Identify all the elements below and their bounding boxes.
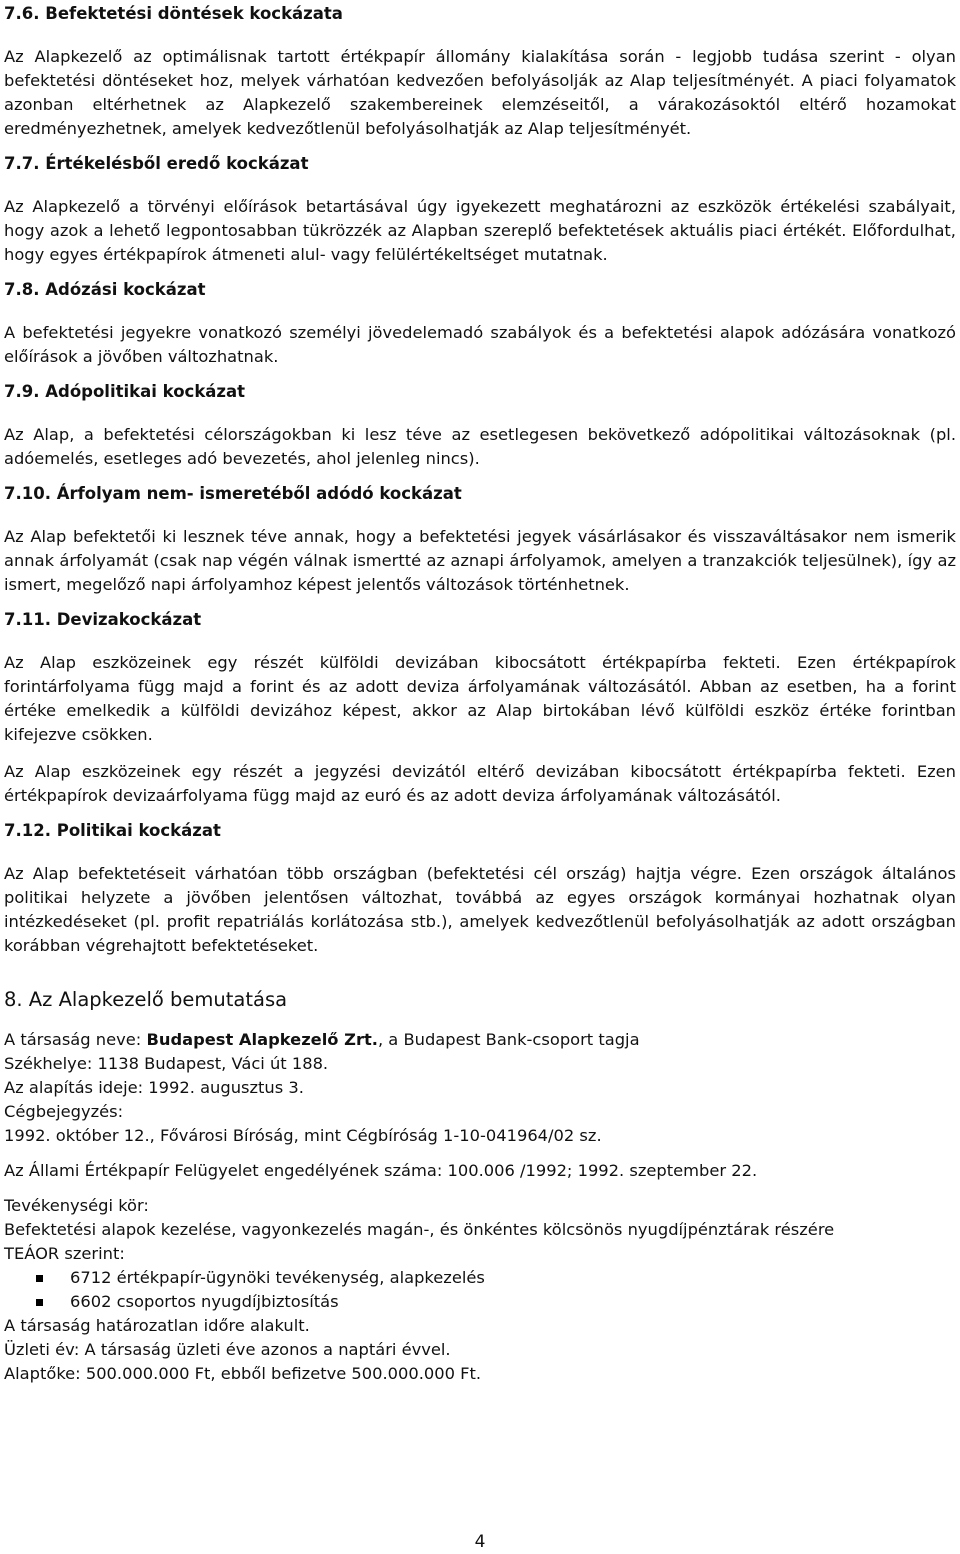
section-heading-7-11: 7.11. Devizakockázat (4, 610, 202, 629)
section-text-7-12: Az Alap befektetéseit várhatóan több országban (befektetési cél ország) hajtja végre. Ezen országok általános politikai helyzete a jövőben jelentősen változhat, továbbá az egyes országok kormányai hozhatnak olyan intézkedéseket (pl. profit repatriálás korlátozása stb.), amelyek kedvezőtlenül befolyásolhatják az adott országban korábban végrehajtott befektetéseket. (4, 864, 956, 955)
document-page (4, 4, 956, 1386)
list-item: 6712 értékpapír-ügynöki tevékenység, alapkezelés (4, 1266, 956, 1290)
section-heading-7-8: 7.8. Adózási kockázat (4, 280, 206, 299)
company-name-line (4, 1028, 956, 1052)
registry-label: Cégbejegyzés: (4, 1102, 124, 1121)
section-heading-7-10: 7.10. Árfolyam nem- ismeretéből adódó kockázat (4, 484, 462, 503)
company-duration: A társaság határozatlan időre alakult. (4, 1316, 310, 1335)
teaor-list (4, 1266, 956, 1314)
section-heading-7-12: 7.12. Politikai kockázat (4, 821, 221, 840)
section-text-7-7: Az Alapkezelő a törvényi előírások betartásával úgy igyekezett meghatározni az eszközök értékelési szabályait, hogy azok a lehető legpontosabban tükrözzék az Alapban szereplő befektetések aktuális piaci értékét. Előfordulhat, hogy egyes értékpapírok átmeneti alul- vagy felülértékeltséget mutatnak. (4, 197, 956, 264)
company-name: Budapest Alapkezelő Zrt. (146, 1030, 378, 1049)
section-text-7-11-a: Az Alap eszközeinek egy részét külföldi devizában kibocsátott értékpapírba fekteti. Ezen értékpapírok forintárfolyama függ majd a forint és az adott deviza árfolyamának változásától. Abban az esetben, ha a forint értéke emelkedik a külföldi devizához képest, akkor az Alap birtokában lévő külföldi eszköz értéke forintban kifejezve csökken. (4, 653, 956, 744)
section-heading-8: 8. Az Alapkezelő bemutatása (4, 988, 288, 1011)
section-heading-7-9: 7.9. Adópolitikai kockázat (4, 382, 246, 401)
activity-label: Tevékenységi kör: (4, 1196, 149, 1215)
bullet-square-icon (36, 1299, 43, 1306)
activity-value: Befektetési alapok kezelése, vagyonkezelés magán-, és önkéntes kölcsönös nyugdíjpénztárak részére (4, 1220, 835, 1239)
company-founded: Az alapítás ideje: 1992. augusztus 3. (4, 1078, 304, 1097)
fiscal-year: Üzleti év: A társaság üzleti éve azonos a naptári évvel. (4, 1340, 451, 1359)
section-heading-7-6: 7.6. Befektetési döntések kockázata (4, 4, 343, 23)
teaor-label: TEÁOR szerint: (4, 1244, 125, 1263)
list-item: 6602 csoportos nyugdíjbiztosítás (4, 1290, 956, 1314)
share-capital: Alaptőke: 500.000.000 Ft, ebből befizetve 500.000.000 Ft. (4, 1364, 482, 1383)
section-text-7-10: Az Alap befektetői ki lesznek téve annak, hogy a befektetési jegyek vásárlásakor és visszaváltásakor nem ismerik annak árfolyamát (csak nap végén válnak ismertté az aznapi árfolyamok, amelyen a tranzakciók teljesülnek), így az ismert, megelőző napi árfolyamhoz képest jelentős változások történhetnek. (4, 527, 956, 594)
section-text-7-8: A befektetési jegyekre vonatkozó személyi jövedelemadó szabályok és a befektetési alapok adózására vonatkozó előírások a jövőben változhatnak. (4, 323, 956, 366)
company-name-prefix: A társaság neve: (4, 1030, 147, 1049)
company-name-suffix: , a Budapest Bank-csoport tagja (377, 1030, 640, 1049)
section-text-7-6: Az Alapkezelő az optimálisnak tartott értékpapír állomány kialakítása során - legjobb tudása szerint - olyan befektetési döntéseket hoz, melyek várhatóan kedvezően befolyásolják az Alap teljesítményét. A piaci folyamatok azonban eltérhetnek az Alapkezelő szakembereinek elemzéseitől, a várakozásoktól eltérő hozamokat eredményezhetnek, amelyek kedvezőtlenül befolyásolhatják az Alap teljesítményét. (4, 47, 956, 138)
company-seat: Székhelye: 1138 Budapest, Váci út 188. (4, 1054, 329, 1073)
page-number: 4 (474, 1532, 486, 1552)
license-line: Az Állami Értékpapír Felügyelet engedélyének száma: 100.006 /1992; 1992. szeptember 22. (4, 1161, 758, 1180)
bullet-square-icon (36, 1275, 43, 1282)
section-text-7-11-b: Az Alap eszközeinek egy részét a jegyzési devizától eltérő devizában kibocsátott értékpapírba fekteti. Ezen értékpapírok devizaárfolyama függ majd az euró és az adott deviza árfolyamának változásától. (4, 762, 956, 805)
section-text-7-9: Az Alap, a befektetési célországokban ki lesz téve az esetlegesen bekövetkező adópolitikai változásoknak (pl. adóemelés, esetleges adó bevezetés, ahol jelenleg nincs). (4, 425, 956, 468)
registry-value: 1992. október 12., Fővárosi Bíróság, mint Cégbíróság 1-10-041964/02 sz. (4, 1126, 602, 1145)
section-heading-7-7: 7.7. Értékelésből eredő kockázat (4, 154, 309, 173)
